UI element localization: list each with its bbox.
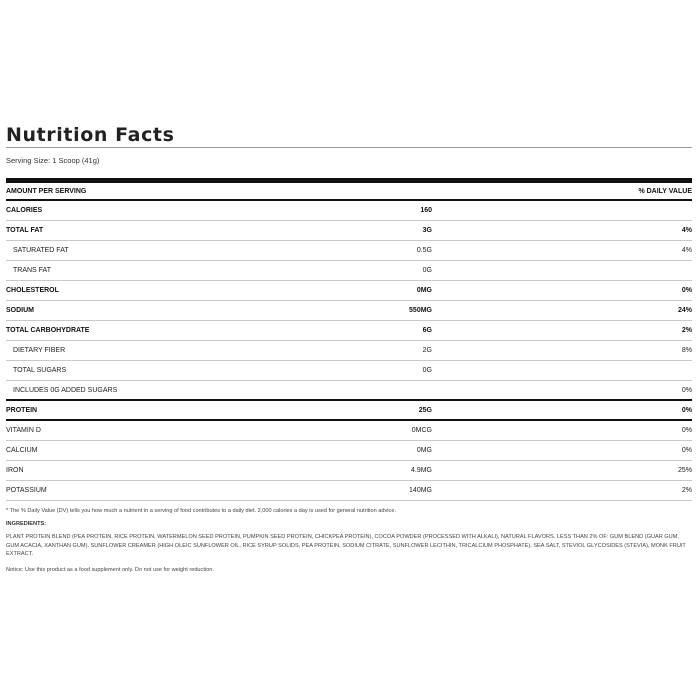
nutrient-daily-value: 25% xyxy=(677,467,692,474)
nutrient-amount: 160 xyxy=(420,207,432,214)
nutrient-amount: 0G xyxy=(422,267,432,274)
nutrient-row-calcium xyxy=(6,441,692,461)
nutrition-facts-title: Nutrition Facts xyxy=(6,124,175,146)
nutrient-amount: 550MG xyxy=(409,307,432,314)
daily-value-header: % DAILY VALUE xyxy=(638,187,692,195)
nutrient-name: TOTAL FAT xyxy=(6,227,44,234)
nutrient-name: SODIUM xyxy=(6,307,34,314)
nutrient-amount: 0.5G xyxy=(416,247,432,254)
nutrient-row-added-sugars xyxy=(6,381,692,401)
nutrient-amount: 0MG xyxy=(416,287,432,294)
serving-size: Serving Size: 1 Scoop (41g) xyxy=(6,156,100,165)
nutrient-name: INCLUDES 0G ADDED SUGARS xyxy=(13,386,118,394)
nutrient-daily-value: 0% xyxy=(681,447,692,454)
nutrient-row-total-fat xyxy=(6,221,692,241)
nutrient-daily-value: 4% xyxy=(681,247,692,254)
nutrient-name: TOTAL SUGARS xyxy=(13,367,67,374)
nutrient-row-dietary-fiber xyxy=(6,341,692,361)
nutrient-row-total-carbohydrate xyxy=(6,321,692,341)
nutrient-name: VITAMIN D xyxy=(6,427,41,434)
nutrient-name: CHOLESTEROL xyxy=(6,287,59,294)
nutrient-daily-value: 2% xyxy=(681,327,692,334)
nutrient-daily-value: 2% xyxy=(681,487,692,494)
nutrient-row-trans-fat xyxy=(6,261,692,281)
nutrient-amount: 0MG xyxy=(416,447,432,454)
ingredients-text: PLANT PROTEIN BLEND (PEA PROTEIN, RICE PROTEIN, WATERMELON SEED PROTEIN, PUMPKIN SEED PROTEIN, CHICKPEA PROTEIN), COCOA POWDER (PROCESSED WITH ALKALI), NATURAL FLAVORS. LESS THAN 2% OF: GUM BLEND (GUAR GUM, GUM ACACIA, XANTHAN GUM), SUNFLOWER CREAMER (HIGH OLEIC SUNFLOWER OIL, RICE SYRUP SOLIDS, PEA PROTEIN, SODIUM CITRATE, SUNFLOWER LECITHIN, TRICALCIUM PHOSPHATE), SEA SALT, STEVIOL GLYCOSIDES (STEVIA), MONK FRUIT EXTRACT. xyxy=(6,534,686,557)
nutrient-row-cholesterol xyxy=(6,281,692,301)
nutrient-row-vitamin-d xyxy=(6,421,692,441)
nutrient-name: CALORIES xyxy=(6,207,43,214)
nutrient-name: POTASSIUM xyxy=(6,487,47,494)
nutrient-amount: 140MG xyxy=(409,487,432,494)
nutrient-name: CALCIUM xyxy=(6,447,38,454)
nutrient-row-iron xyxy=(6,461,692,481)
ingredients-heading: INGREDIENTS: xyxy=(6,521,47,527)
nutrient-name: TRANS FAT xyxy=(13,267,51,274)
nutrient-name: DIETARY FIBER xyxy=(13,347,66,354)
nutrient-amount: 0MCG xyxy=(411,427,432,434)
nutrient-name: TOTAL CARBOHYDRATE xyxy=(6,327,90,334)
nutrient-name: SATURATED FAT xyxy=(13,247,69,254)
nutrient-daily-value: 24% xyxy=(677,307,692,314)
nutrient-amount: 25G xyxy=(418,406,432,414)
nutrient-amount: 3G xyxy=(422,227,432,234)
supplement-notice: Notice: Use this product as a food supplement only. Do not use for weight reduction. xyxy=(6,566,214,573)
nutrient-daily-value: 0% xyxy=(681,386,692,394)
title-divider xyxy=(6,147,692,148)
nutrient-row-potassium xyxy=(6,481,692,501)
nutrient-row-saturated-fat xyxy=(6,241,692,261)
nutrient-amount: 6G xyxy=(422,327,432,334)
nutrient-amount: 2G xyxy=(422,347,432,354)
daily-value-footnote: * The % Daily Value (DV) tells you how much a nutrient in a serving of food contributes to a daily diet. 2,000 calories a day is used for general nutrition advice. xyxy=(6,508,397,514)
nutrient-daily-value: 4% xyxy=(681,227,692,234)
nutrient-row-sodium xyxy=(6,301,692,321)
column-header-row xyxy=(6,183,692,199)
nutrition-facts-panel xyxy=(6,124,692,574)
nutrient-daily-value: 0% xyxy=(681,406,692,414)
nutrient-daily-value: 8% xyxy=(681,347,692,354)
nutrient-amount: 0G xyxy=(422,367,432,374)
nutrient-name: IRON xyxy=(6,467,24,474)
nutrient-amount: 4.9MG xyxy=(410,467,432,474)
nutrient-daily-value: 0% xyxy=(681,287,692,294)
nutrient-daily-value: 0% xyxy=(681,427,692,434)
nutrient-row-protein xyxy=(6,401,692,421)
amount-per-serving-header: AMOUNT PER SERVING xyxy=(6,187,87,195)
nutrient-name: PROTEIN xyxy=(6,406,38,414)
nutrient-row-total-sugars xyxy=(6,361,692,381)
nutrient-row-calories xyxy=(6,201,692,221)
